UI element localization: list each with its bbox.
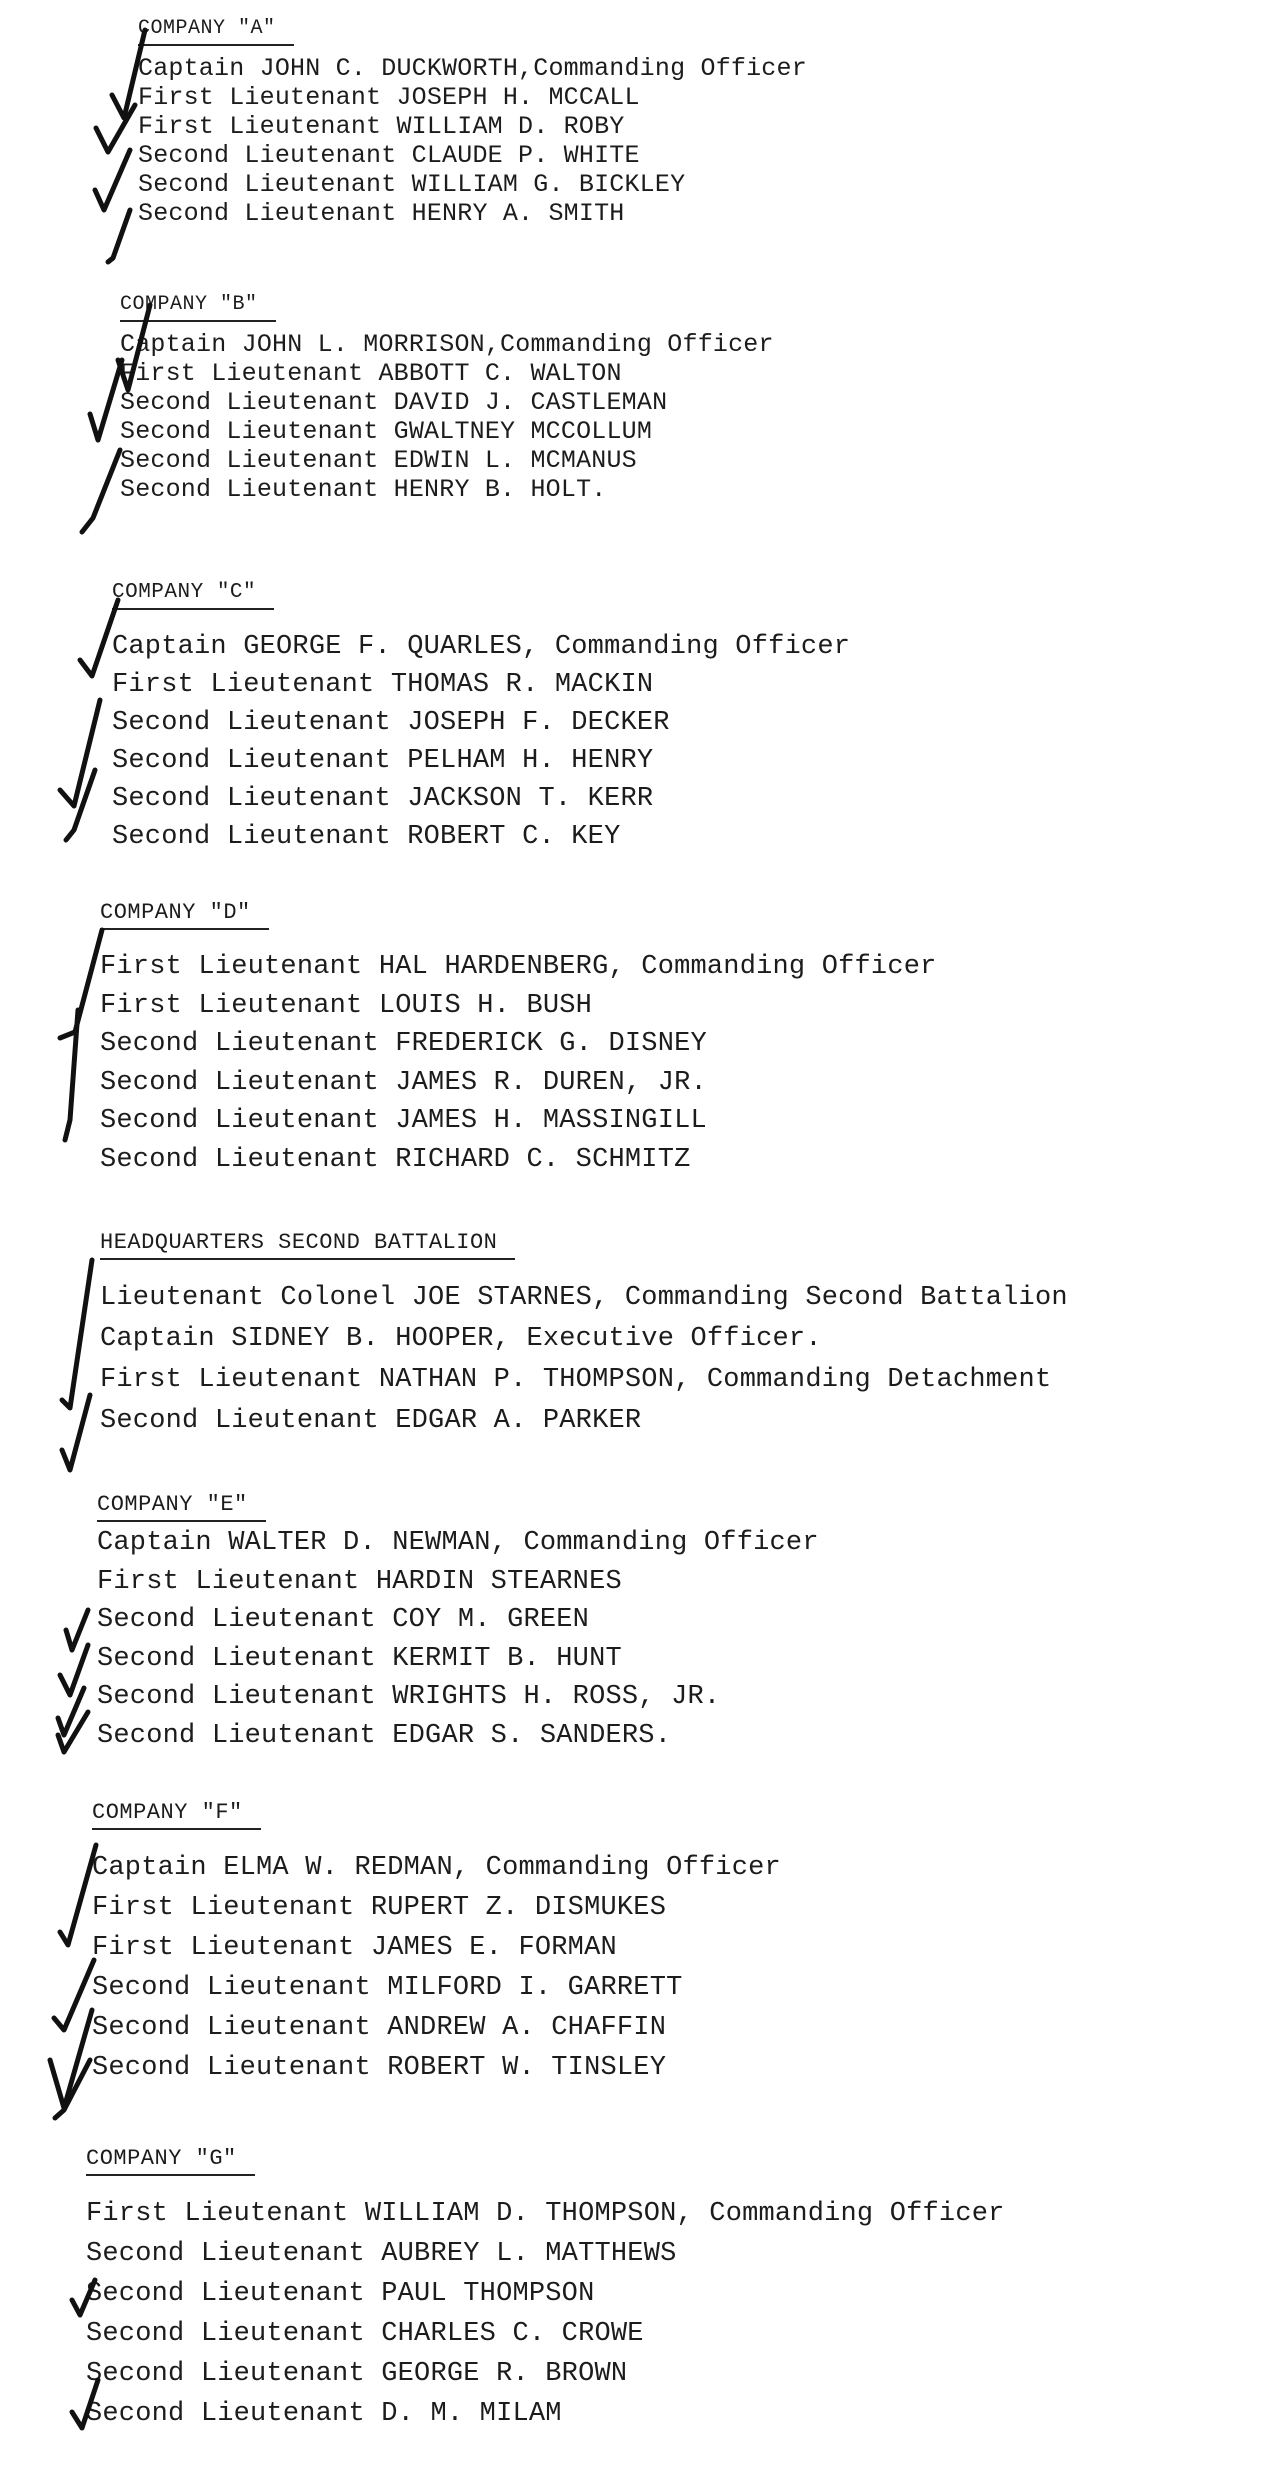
check-mark-icon bbox=[58, 1688, 84, 1735]
company-b-section bbox=[120, 290, 774, 504]
roster-entry: Captain JOHN L. MORRISON,Commanding Officer bbox=[120, 330, 774, 359]
roster-entry: Captain JOHN C. DUCKWORTH,Commanding Officer bbox=[138, 54, 807, 83]
roster-entry: Second Lieutenant FREDERICK G. DISNEY bbox=[100, 1029, 707, 1059]
check-mark-icon bbox=[95, 150, 130, 210]
hq-second-battalion-section bbox=[100, 1228, 1068, 1442]
company-g-section bbox=[86, 2144, 1005, 2434]
roster-entry: Second Lieutenant EDWIN L. MCMANUS bbox=[120, 446, 637, 475]
roster-entry: First Lieutenant JAMES E. FORMAN bbox=[92, 1933, 617, 1963]
roster-entry: Second Lieutenant KERMIT B. HUNT bbox=[97, 1643, 622, 1674]
roster-entry: Second Lieutenant WRIGHTS H. ROSS, JR. bbox=[97, 1682, 721, 1712]
roster-entry: Second Lieutenant D. M. MILAM bbox=[86, 2399, 562, 2429]
check-mark-icon bbox=[60, 700, 100, 806]
company-d-section bbox=[100, 898, 937, 1179]
company-f-section bbox=[92, 1798, 781, 2088]
check-mark-icon bbox=[58, 1712, 88, 1752]
check-mark-icon bbox=[55, 2060, 90, 2118]
company-a-heading: COMPANY "A" bbox=[138, 14, 294, 46]
roster-entry: First Lieutenant LOUIS H. BUSH bbox=[100, 990, 593, 1021]
roster-entry: Second Lieutenant GEORGE R. BROWN bbox=[86, 2359, 628, 2389]
roster-entry: Second Lieutenant EDGAR S. SANDERS. bbox=[97, 1720, 672, 1751]
roster-entry: Lieutenant Colonel JOE STARNES, Commanding Second Battalion bbox=[100, 1283, 1068, 1313]
roster-entry: Second Lieutenant CHARLES C. CROWE bbox=[86, 2319, 644, 2349]
roster-entry: Second Lieutenant JOSEPH F. DECKER bbox=[112, 708, 670, 738]
roster-entry: Second Lieutenant ANDREW A. CHAFFIN bbox=[92, 2013, 667, 2043]
check-mark-icon bbox=[66, 1610, 88, 1650]
company-e-section bbox=[97, 1490, 819, 1755]
roster-entry: Second Lieutenant JAMES R. DUREN, JR. bbox=[100, 1067, 707, 1098]
roster-entry: Second Lieutenant PAUL THOMPSON bbox=[86, 2279, 595, 2309]
company-d-heading: COMPANY "D" bbox=[100, 898, 269, 930]
roster-entry: Second Lieutenant HENRY B. HOLT. bbox=[120, 475, 607, 504]
check-mark-icon bbox=[60, 1845, 96, 1945]
company-c-section bbox=[112, 578, 850, 856]
company-g-heading: COMPANY "G" bbox=[86, 2144, 255, 2176]
hq-second-battalion-heading: HEADQUARTERS SECOND BATTALION bbox=[100, 1228, 515, 1260]
company-c-heading: COMPANY "C" bbox=[112, 578, 274, 610]
company-f-heading: COMPANY "F" bbox=[92, 1798, 261, 1830]
check-mark-icon bbox=[62, 1395, 90, 1470]
roster-entry: First Lieutenant ABBOTT C. WALTON bbox=[120, 359, 622, 388]
roster-entry: First Lieutenant JOSEPH H. MCCALL bbox=[138, 83, 640, 112]
roster-entry: First Lieutenant WILLIAM D. THOMPSON, Commanding Officer bbox=[86, 2199, 1005, 2229]
roster-entry: Second Lieutenant ROBERT W. TINSLEY bbox=[92, 2053, 667, 2083]
roster-entry: First Lieutenant HAL HARDENBERG, Commanding Officer bbox=[100, 952, 937, 982]
roster-entry: Second Lieutenant EDGAR A. PARKER bbox=[100, 1406, 642, 1436]
roster-entry: Captain ELMA W. REDMAN, Commanding Officer bbox=[92, 1853, 781, 1883]
company-a-section bbox=[138, 14, 807, 228]
roster-entry: Second Lieutenant JACKSON T. KERR bbox=[112, 784, 654, 814]
check-mark-icon bbox=[60, 930, 102, 1038]
roster-entry: Second Lieutenant MILFORD I. GARRETT bbox=[92, 1973, 683, 2003]
roster-entry: First Lieutenant RUPERT Z. DISMUKES bbox=[92, 1893, 667, 1923]
roster-entry: Captain WALTER D. NEWMAN, Commanding Officer bbox=[97, 1528, 819, 1558]
check-mark-icon bbox=[90, 360, 122, 440]
check-mark-icon bbox=[108, 210, 130, 262]
roster-entry: First Lieutenant THOMAS R. MACKIN bbox=[112, 670, 654, 700]
roster-entry: Second Lieutenant CLAUDE P. WHITE bbox=[138, 141, 640, 170]
roster-entry: Second Lieutenant DAVID J. CASTLEMAN bbox=[120, 388, 668, 417]
roster-entry: First Lieutenant WILLIAM D. ROBY bbox=[138, 112, 625, 141]
check-mark-icon bbox=[60, 1645, 88, 1695]
check-mark-icon bbox=[65, 1010, 78, 1140]
check-mark-icon bbox=[96, 105, 135, 152]
roster-entry: Second Lieutenant JAMES H. MASSINGILL bbox=[100, 1106, 707, 1136]
check-mark-icon bbox=[66, 770, 95, 840]
roster-entry: Captain GEORGE F. QUARLES, Commanding Officer bbox=[112, 632, 851, 662]
roster-entry: First Lieutenant NATHAN P. THOMPSON, Commanding Detachment bbox=[100, 1365, 1052, 1395]
check-mark-icon bbox=[50, 2010, 92, 2108]
roster-entry: Second Lieutenant COY M. GREEN bbox=[97, 1605, 590, 1635]
company-b-heading: COMPANY "B" bbox=[120, 290, 276, 322]
check-mark-icon bbox=[54, 1960, 94, 2030]
roster-entry: First Lieutenant HARDIN STEARNES bbox=[97, 1566, 622, 1597]
roster-entry: Captain SIDNEY B. HOOPER, Executive Officer. bbox=[100, 1324, 822, 1354]
roster-entry: Second Lieutenant GWALTNEY MCCOLLUM bbox=[120, 417, 653, 446]
roster-entry: Second Lieutenant RICHARD C. SCHMITZ bbox=[100, 1144, 691, 1175]
check-mark-icon bbox=[82, 450, 120, 532]
roster-entry: Second Lieutenant HENRY A. SMITH bbox=[138, 199, 625, 228]
roster-entry: Second Lieutenant ROBERT C. KEY bbox=[112, 822, 621, 852]
roster-entry: Second Lieutenant PELHAM H. HENRY bbox=[112, 746, 654, 776]
company-e-heading: COMPANY "E" bbox=[97, 1490, 266, 1522]
roster-entry: Second Lieutenant WILLIAM G. BICKLEY bbox=[138, 170, 686, 199]
roster-entry: Second Lieutenant AUBREY L. MATTHEWS bbox=[86, 2239, 677, 2269]
check-mark-icon bbox=[62, 1260, 92, 1408]
